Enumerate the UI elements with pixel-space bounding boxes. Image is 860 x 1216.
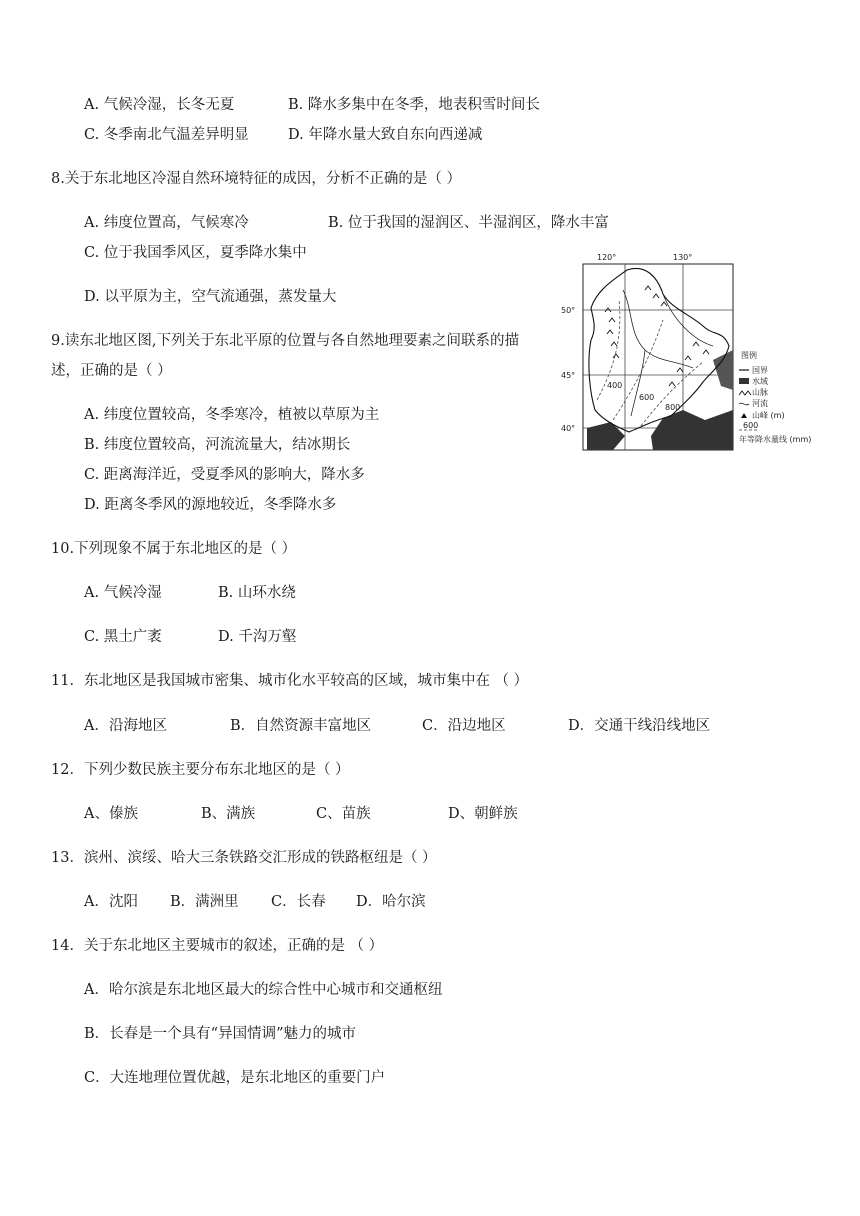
contour-label-400: 400 — [607, 381, 623, 390]
national-border-line — [589, 268, 729, 432]
lon-label-120: 120° — [597, 253, 617, 262]
q13-option-a: A．沈阳 — [84, 894, 138, 910]
q12-option-d: D、朝鲜族 — [448, 806, 518, 822]
q8-option-b: B. 位于我国的湿润区、半湿润区，降水丰富 — [328, 215, 609, 231]
legend-precip-line: 年等降水量线 (mm) — [739, 435, 812, 444]
q11-option-d: D．交通干线沿线地区 — [568, 718, 711, 734]
lat-label-40: 40° — [561, 424, 576, 433]
legend-contour-sample: 600 — [743, 421, 759, 430]
lat-label-45: 45° — [561, 371, 576, 380]
q10-option-a: A. 气候冷湿 — [84, 585, 162, 601]
river-line-2 — [631, 350, 645, 416]
precip-contour-600 — [613, 320, 663, 420]
q7-option-d: D. 年降水量大致自东向西递减 — [288, 127, 483, 143]
bohai-sea-area — [587, 422, 625, 450]
q10-option-b: B. 山环水绕 — [218, 585, 296, 601]
legend-mountain: 山脉 — [752, 388, 768, 397]
contour-label-800: 800 — [665, 403, 681, 412]
q10-stem: 10.下列现象不属于东北地区的是（ ） — [51, 541, 297, 557]
q11-option-b: B．自然资源丰富地区 — [230, 718, 372, 734]
legend-water: 水域 — [752, 377, 768, 386]
q7-option-c: C. 冬季南北气温差异明显 — [84, 127, 249, 143]
sea-of-japan-area — [713, 350, 733, 390]
q8-option-d: D. 以平原为主，空气流通强，蒸发量大 — [84, 289, 337, 305]
q14-option-c: C．大连地理位置优越，是东北地区的重要门户 — [84, 1070, 386, 1086]
map-legend — [739, 350, 811, 444]
q9-option-a: A. 纬度位置较高，冬季寒冷，植被以草原为主 — [84, 407, 380, 423]
lon-label-130: 130° — [673, 253, 693, 262]
q9-option-d: D. 距离冬季风的源地较近，冬季降水多 — [84, 497, 337, 513]
q11-stem: 11．东北地区是我国城市密集、城市化水平较高的区域，城市集中在 （ ） — [51, 673, 529, 689]
q11-option-a: A．沿海地区 — [84, 718, 167, 734]
q12-option-b: B、满族 — [201, 806, 256, 822]
q12-stem: 12．下列少数民族主要分布东北地区的是（ ） — [51, 762, 350, 778]
q14-option-b: B．长春是一个具有“异国情调”魅力的城市 — [84, 1026, 356, 1042]
q13-option-c: C．长春 — [271, 894, 326, 910]
q9-option-b: B. 纬度位置较高，河流流量大，结冰期长 — [84, 437, 351, 453]
river-line-3 — [663, 294, 713, 346]
q14-stem: 14．关于东北地区主要城市的叙述，正确的是 （ ） — [51, 938, 384, 954]
legend-title: 图例 — [741, 351, 757, 360]
contour-label-600: 600 — [639, 393, 655, 402]
q12-option-a: A、傣族 — [84, 806, 138, 822]
q8-option-c: C. 位于我国季风区，夏季降水集中 — [84, 245, 307, 261]
q9-stem-line1: 9.读东北地区图,下列关于东北平原的位置与各自然地理要素之间联系的描 — [51, 333, 519, 349]
yellow-sea-area — [651, 410, 733, 450]
q10-option-d: D. 千沟万壑 — [218, 629, 297, 645]
q7-option-b: B. 降水多集中在冬季，地表积雪时间长 — [288, 97, 540, 113]
q7-option-a: A. 气候冷湿，长冬无夏 — [84, 97, 235, 113]
q13-option-b: B．满洲里 — [170, 894, 239, 910]
river-line — [623, 290, 693, 368]
northeast-china-map — [553, 250, 812, 465]
q8-stem: 8.关于东北地区冷湿自然环境特征的成因，分析不正确的是（ ） — [51, 171, 461, 187]
q14-option-a: A．哈尔滨是东北地区最大的综合性中心城市和交通枢纽 — [84, 982, 443, 998]
q9-stem-line2: 述，正确的是（ ） — [51, 363, 172, 379]
lat-label-50: 50° — [561, 306, 576, 315]
q9-option-c: C. 距离海洋近，受夏季风的影响大，降水多 — [84, 467, 365, 483]
legend-border: 国界 — [752, 366, 768, 375]
legend-peak: 山峰 (m) — [752, 411, 785, 420]
q11-option-c: C．沿边地区 — [422, 718, 506, 734]
q8-option-a: A. 纬度位置高，气候寒冷 — [84, 215, 249, 231]
q13-stem: 13．滨州、滨绥、哈大三条铁路交汇形成的铁路枢纽是（ ） — [51, 850, 437, 866]
q13-option-d: D．哈尔滨 — [356, 894, 426, 910]
legend-river: 河流 — [752, 399, 768, 408]
q10-option-c: C. 黑土广袤 — [84, 629, 162, 645]
q12-option-c: C、苗族 — [316, 806, 371, 822]
